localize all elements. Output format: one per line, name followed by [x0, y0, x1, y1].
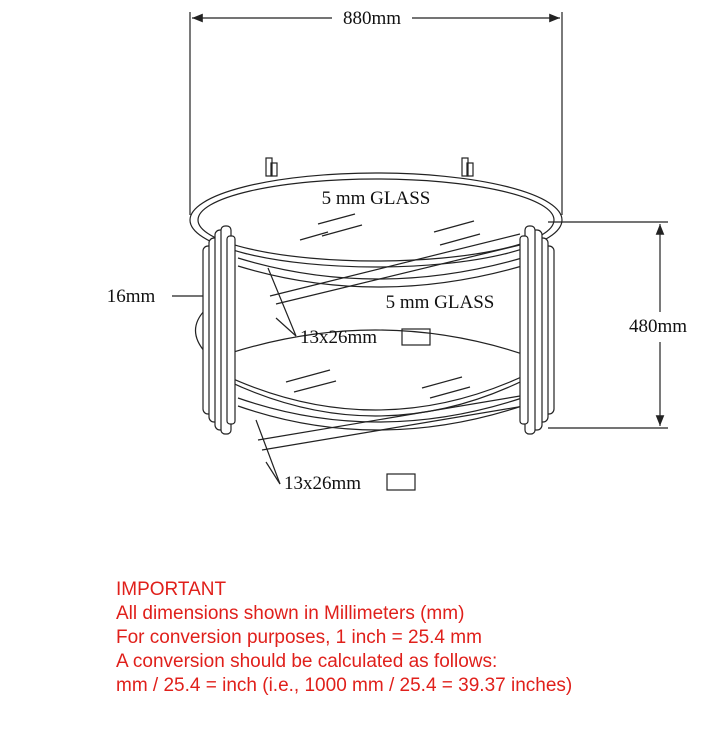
top-glass-label: 5 mm GLASS: [321, 188, 431, 209]
right-leg: [520, 226, 554, 434]
tube-size-lower-label: 13x26mm: [284, 473, 362, 494]
note-line-3: A conversion should be calculated as follows:: [116, 651, 498, 672]
width-dimension: [190, 12, 562, 215]
leg-thickness-label: 16mm: [106, 286, 156, 307]
top-ring: [238, 258, 522, 287]
note-line-4: mm / 25.4 = inch (i.e., 1000 mm / 25.4 = 39.37 inches): [116, 675, 573, 696]
width-label: 880mm: [342, 8, 402, 29]
note-heading: IMPORTANT: [116, 579, 227, 600]
lower-glass-label: 5 mm GLASS: [385, 292, 495, 313]
post-right: [462, 158, 473, 176]
post-left: [266, 158, 277, 176]
note-line-1: All dimensions shown in Millimeters (mm): [116, 603, 465, 624]
important-note: [116, 578, 572, 698]
left-leg: [203, 226, 235, 434]
tube-size-upper-label: 13x26mm: [300, 327, 378, 348]
note-line-2: For conversion purposes, 1 inch = 25.4 mm: [116, 627, 482, 648]
height-label: 480mm: [628, 316, 688, 337]
